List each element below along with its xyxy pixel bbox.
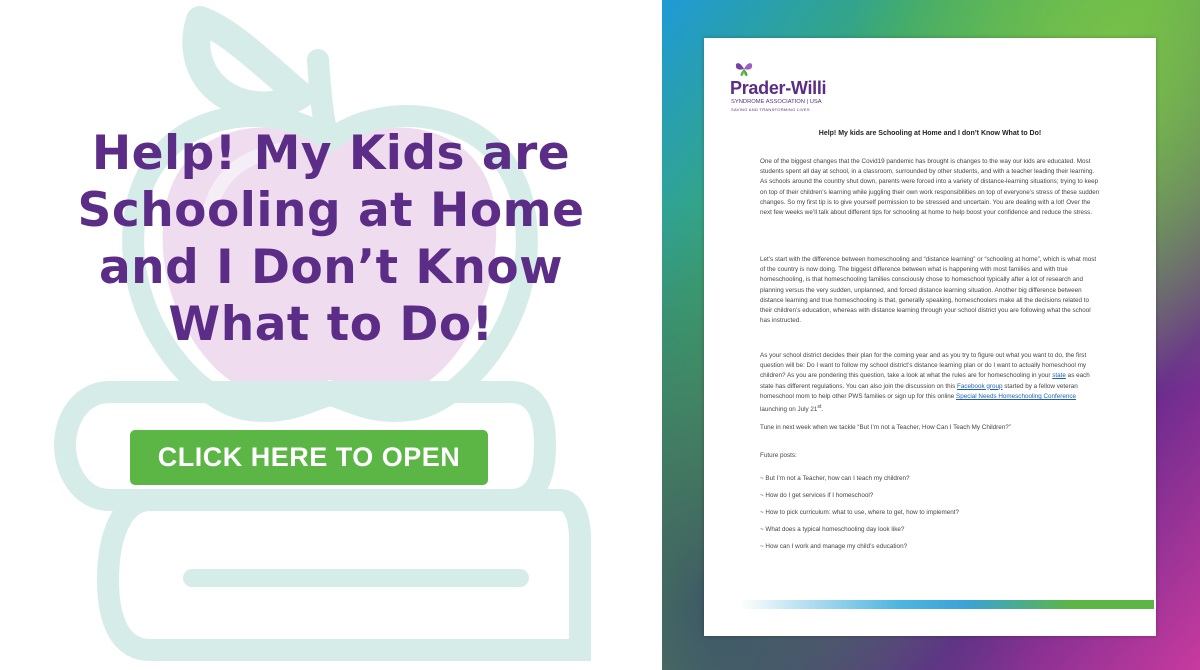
- document-footer-bar: [740, 600, 1154, 609]
- future-posts-heading: Future posts:: [760, 452, 797, 459]
- logo-subtitle: SYNDROME ASSOCIATION | USA: [731, 99, 822, 105]
- facebook-group-link[interactable]: Facebook group: [956, 382, 1003, 390]
- document-page[interactable]: [704, 38, 1156, 636]
- logo-name: Prader-Willi: [730, 78, 827, 98]
- paragraph-3-text-3: started by a fellow veteran homeschool mom to help other PWS families or sign up for this online: [760, 382, 1078, 400]
- paragraph-3-text-2: as each state has different regulations. You can also join the discussion on this: [760, 372, 1090, 390]
- paragraph-2: Let’s start with the difference between homeschooling and “distance learning” or “schooling at home”, which is what most of the country is now doing. The biggest difference between what is happening with most families and with true homeschooling, is that homeschooling families consciously chose to homeschool typically after a lot of research and planning versus the very sudden, unplanned, and forced distance learning situation. Another big difference between distance learning and true homeschooling is that, generally speaking, homeschoolers make all the decisions related to their children’s education, whereas with distance learning through your school district you are following what the school has instructed.: [760, 256, 1097, 325]
- list-item: ~ How to pick curriculum: what to use, where to get, how to implement?: [760, 509, 959, 516]
- future-posts-list: [760, 475, 959, 560]
- butterfly-icon: [734, 60, 754, 78]
- pwsa-logo: [728, 60, 848, 120]
- paragraph-3: [760, 351, 1102, 415]
- stem-shape: [318, 60, 325, 125]
- paragraph-3-text-1: As your school district decides their plan for the coming year and as you try to figure out what you want to do, the first question will be: Do I want to follow my school district’s distance learning plan or do I want to actually homeschool my children? As you are pondering this question, take a look at what the rules are for homeschooling in your: [760, 352, 1087, 380]
- logo-tagline: SAVING AND TRANSFORMING LIVES: [731, 107, 810, 112]
- list-item: ~ But I’m not a Teacher, how can I teach my children?: [760, 475, 910, 482]
- paragraph-3-text-5: .: [821, 406, 824, 414]
- document-preview-panel: [662, 0, 1200, 670]
- leaf-shape: [196, 20, 300, 105]
- paragraph-4: Tune in next week when we tackle “But I’m not a Teacher, How Can I Teach My Children?”: [760, 424, 1011, 431]
- document-title: Help! My kids are Schooling at Home and I don’t Know What to Do!: [818, 130, 1042, 137]
- list-item: ~ What does a typical homeschooling day look like?: [760, 526, 905, 533]
- date-superscript: st: [817, 404, 822, 411]
- paragraph-1: One of the biggest changes that the Covid19 pandemic has brought is changes to the way our kids are educated. Most students spent all day at school, in a classroom, surrounded by other students, and with a teacher leading their learning. As schools around the country shut down, parents were forced into a variety of distance-learning situations; trying to keep on top of their children’s learning while juggling their own work responsibilities on top of everyone’s stress of these sudden changes. So my first tip is to give yourself permission to be stressed and uncertain. You are dealing with a lot! Over the next few weeks we’ll talk about different tips for schooling at home to help boost your confidence and reduce the stress.: [760, 158, 1100, 217]
- state-link[interactable]: state: [1052, 372, 1066, 380]
- click-here-to-open-button[interactable]: CLICK HERE TO OPEN: [130, 430, 488, 485]
- headline: Help! My Kids are Schooling at Home and I Don’t Know What to Do!: [77, 126, 585, 352]
- list-item: ~ How can I work and manage my child’s education?: [760, 543, 908, 550]
- paragraph-3-text-4: launching on July 21: [760, 406, 818, 414]
- conference-link[interactable]: Special Needs Homeschooling Conference: [956, 392, 1077, 400]
- list-item: ~ How do I get services if I homeschool?: [760, 492, 874, 499]
